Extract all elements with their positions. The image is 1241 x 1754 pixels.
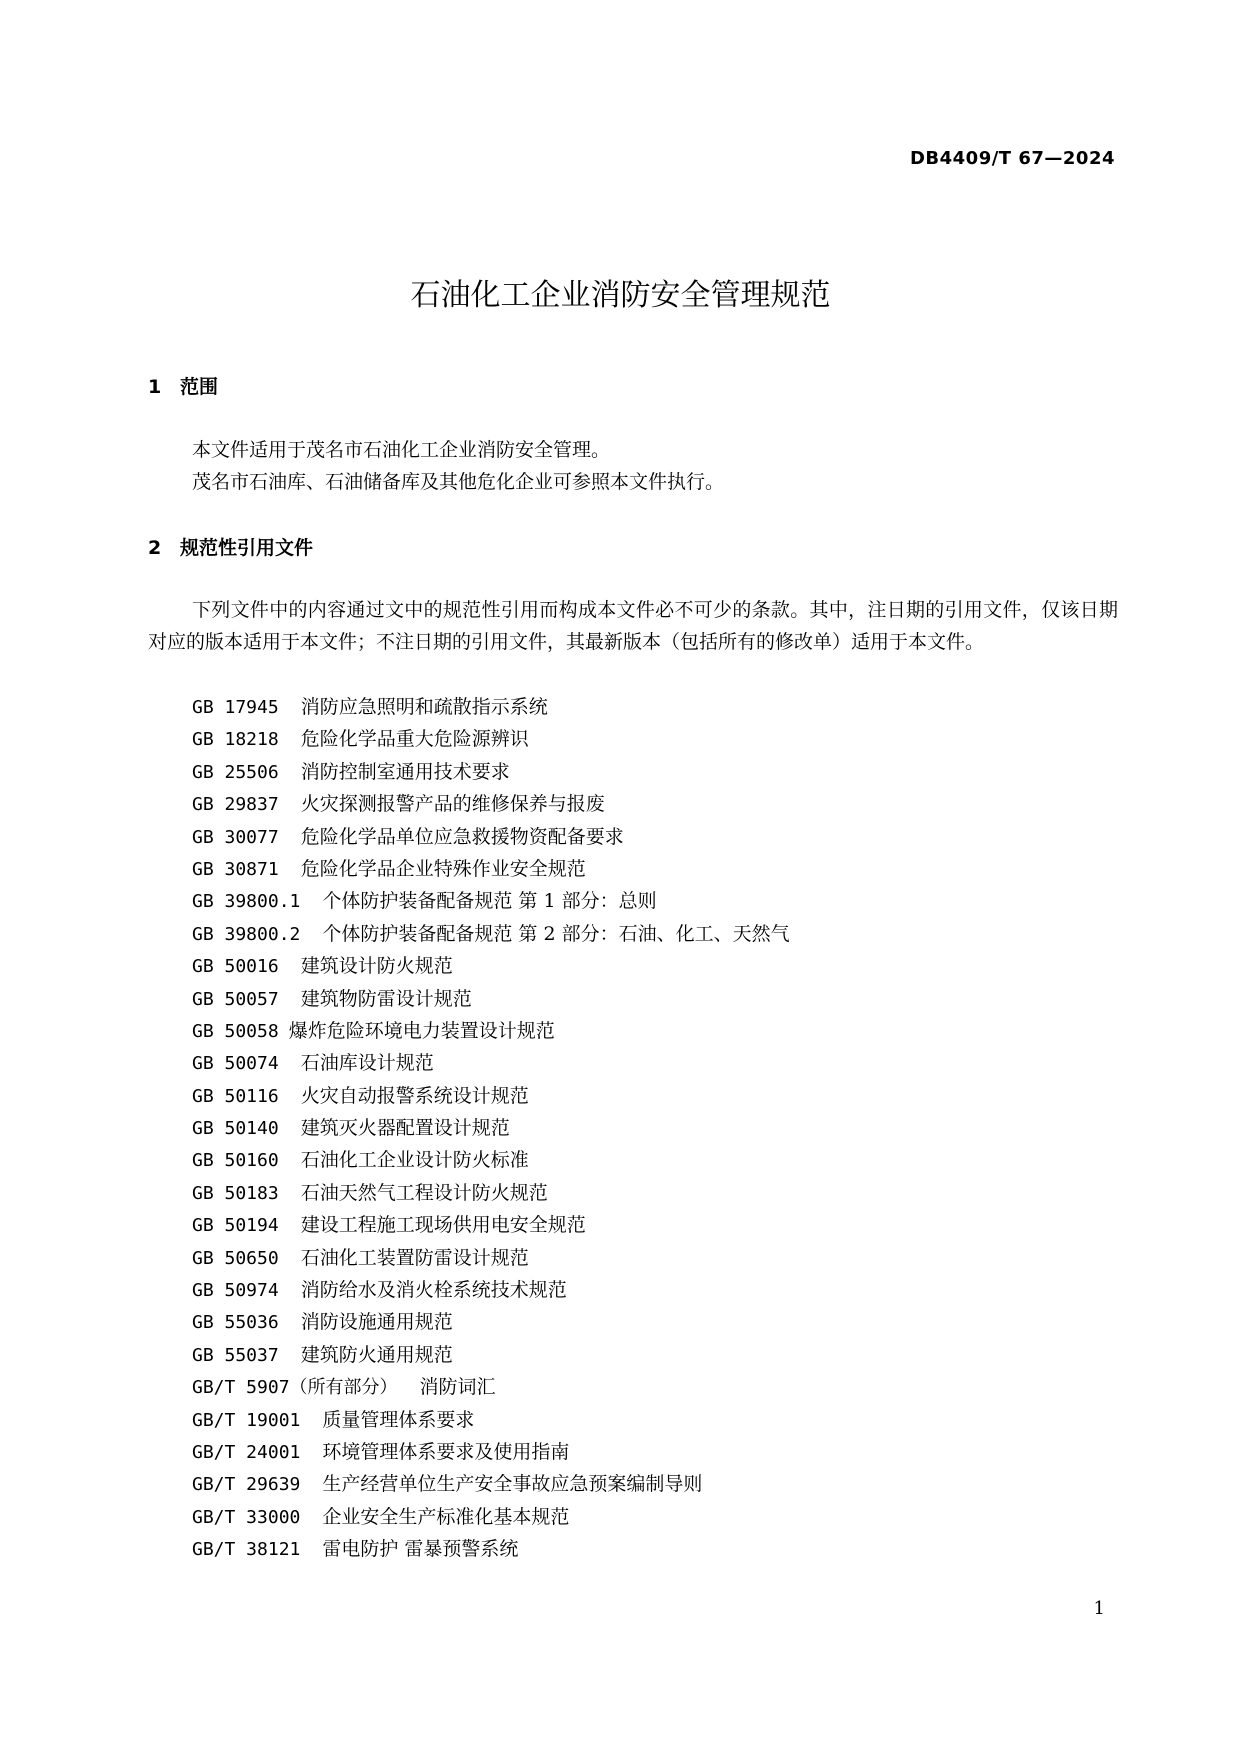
reference-title: 石油库设计规范 xyxy=(300,1052,434,1075)
reference-title: 消防应急照明和疏散指示系统 xyxy=(300,696,548,718)
reference-title: 建筑设计防火规范 xyxy=(300,955,453,978)
document-code: DB4409/T 67—2024 xyxy=(909,148,1115,169)
reference-item xyxy=(192,1501,1112,1533)
reference-code: GB 30871 xyxy=(192,858,279,880)
reference-code: GB/T 24001 xyxy=(192,1441,301,1463)
reference-title: 危险化学品企业特殊作业安全规范 xyxy=(300,857,586,880)
reference-code: GB 50974 xyxy=(192,1280,279,1302)
reference-code: GB 50650 xyxy=(192,1247,279,1269)
reference-item xyxy=(192,1306,1112,1338)
reference-item xyxy=(192,1436,1112,1468)
reference-code: GB 30077 xyxy=(192,826,279,848)
reference-code: GB 25506 xyxy=(192,761,279,783)
reference-code: GB 50140 xyxy=(192,1118,279,1140)
reference-item xyxy=(192,723,1112,755)
reference-code: GB 39800.2 xyxy=(192,923,301,945)
reference-title: 生产经营单位生产安全事故应急预案编制导则 xyxy=(322,1473,703,1496)
reference-item xyxy=(192,950,1112,982)
reference-title: 消防给水及消火栓系统技术规范 xyxy=(300,1279,567,1302)
reference-title: 建设工程施工现场供用电安全规范 xyxy=(300,1214,586,1237)
reference-code: GB 50160 xyxy=(192,1150,279,1172)
section-2-heading xyxy=(148,533,313,560)
reference-item xyxy=(192,691,1112,723)
reference-item xyxy=(192,1371,1112,1403)
reference-title: 石油天然气工程设计防火规范 xyxy=(300,1181,548,1204)
reference-title: 雷电防护 雷暴预警系统 xyxy=(322,1538,519,1561)
reference-item xyxy=(192,918,1112,950)
reference-item xyxy=(192,1242,1112,1274)
section-1-heading xyxy=(148,372,218,399)
reference-item xyxy=(192,1404,1112,1436)
reference-title: 石油化工装置防雷设计规范 xyxy=(300,1246,529,1269)
section-number: 1 xyxy=(148,376,162,398)
reference-code: GB 18218 xyxy=(192,729,279,751)
reference-title: 消防控制室通用技术要求 xyxy=(300,760,510,783)
references-intro-paragraph: 下列文件中的内容通过文中的规范性引用而构成本文件必不可少的条款。其中，注日期的引用文件，仅该日期对应的版本适用于本文件；不注日期的引用文件，其最新版本（包括所有的修改单）适用于本文件。 xyxy=(148,599,1118,653)
reference-item xyxy=(192,821,1112,853)
reference-item xyxy=(192,1047,1112,1079)
reference-code: GB 50183 xyxy=(192,1182,279,1204)
reference-title: 环境管理体系要求及使用指南 xyxy=(322,1440,570,1463)
reference-item xyxy=(192,885,1112,917)
reference-item xyxy=(192,1209,1112,1241)
reference-title: 消防设施通用规范 xyxy=(300,1311,453,1334)
reference-code: GB 29837 xyxy=(192,794,279,816)
reference-title: 个体防护装备配备规范 第 2 部分：石油、化工、天然气 xyxy=(322,922,790,945)
reference-item xyxy=(192,1468,1112,1500)
section-title: 范围 xyxy=(180,376,219,398)
reference-code: GB 50057 xyxy=(192,988,279,1010)
reference-item xyxy=(192,1339,1112,1371)
reference-code: GB/T 33000 xyxy=(192,1506,301,1528)
reference-code: GB 50058 xyxy=(192,1020,279,1042)
reference-item xyxy=(192,1177,1112,1209)
reference-code: GB 50016 xyxy=(192,956,279,978)
reference-item xyxy=(192,1144,1112,1176)
reference-item xyxy=(192,1015,1112,1047)
reference-item xyxy=(192,983,1112,1015)
reference-title: 火灾探测报警产品的维修保养与报废 xyxy=(300,793,605,816)
reference-code: GB 17945 xyxy=(192,697,279,718)
section-number: 2 xyxy=(148,537,162,559)
reference-title: 个体防护装备配备规范 第 1 部分：总则 xyxy=(322,890,657,913)
reference-title: 建筑防火通用规范 xyxy=(300,1343,453,1366)
reference-title: 火灾自动报警系统设计规范 xyxy=(300,1084,529,1107)
scope-paragraph-2: 茂名市石油库、石油储备库及其他危化企业可参照本文件执行。 xyxy=(192,471,725,493)
reference-title: 危险化学品单位应急救援物资配备要求 xyxy=(300,825,624,848)
scope-paragraph-1: 本文件适用于茂名市石油化工企业消防安全管理。 xyxy=(192,439,611,461)
reference-code: GB/T 38121 xyxy=(192,1539,301,1561)
reference-title: 质量管理体系要求 xyxy=(322,1408,475,1431)
reference-title: 爆炸危险环境电力装置设计规范 xyxy=(288,1019,555,1042)
reference-title: 石油化工企业设计防火标准 xyxy=(300,1149,529,1172)
reference-code: GB 50194 xyxy=(192,1215,279,1237)
page-number: 1 xyxy=(1093,1598,1105,1619)
section-title: 规范性引用文件 xyxy=(180,537,314,559)
reference-code: GB 55036 xyxy=(192,1312,279,1334)
reference-code: GB/T 19001 xyxy=(192,1409,301,1431)
reference-code: GB 55037 xyxy=(192,1344,279,1366)
reference-item xyxy=(192,788,1112,820)
reference-item xyxy=(192,853,1112,885)
reference-code: GB/T 5907（所有部分） xyxy=(192,1377,398,1399)
reference-title: 企业安全生产标准化基本规范 xyxy=(322,1505,570,1528)
normative-references-list xyxy=(192,691,1112,1566)
reference-item xyxy=(192,1112,1112,1144)
reference-item xyxy=(192,1533,1112,1565)
document-title: 石油化工企业消防安全管理规范 xyxy=(410,278,831,313)
reference-title: 建筑物防雷设计规范 xyxy=(300,987,472,1010)
reference-item xyxy=(192,1274,1112,1306)
reference-title: 消防词汇 xyxy=(419,1376,496,1399)
reference-item xyxy=(192,1080,1112,1112)
reference-code: GB/T 29639 xyxy=(192,1474,301,1496)
reference-code: GB 50074 xyxy=(192,1053,279,1075)
reference-code: GB 39800.1 xyxy=(192,891,301,913)
reference-title: 建筑灭火器配置设计规范 xyxy=(300,1117,510,1140)
reference-item xyxy=(192,756,1112,788)
reference-title: 危险化学品重大危险源辨识 xyxy=(300,728,529,751)
reference-code: GB 50116 xyxy=(192,1085,279,1107)
